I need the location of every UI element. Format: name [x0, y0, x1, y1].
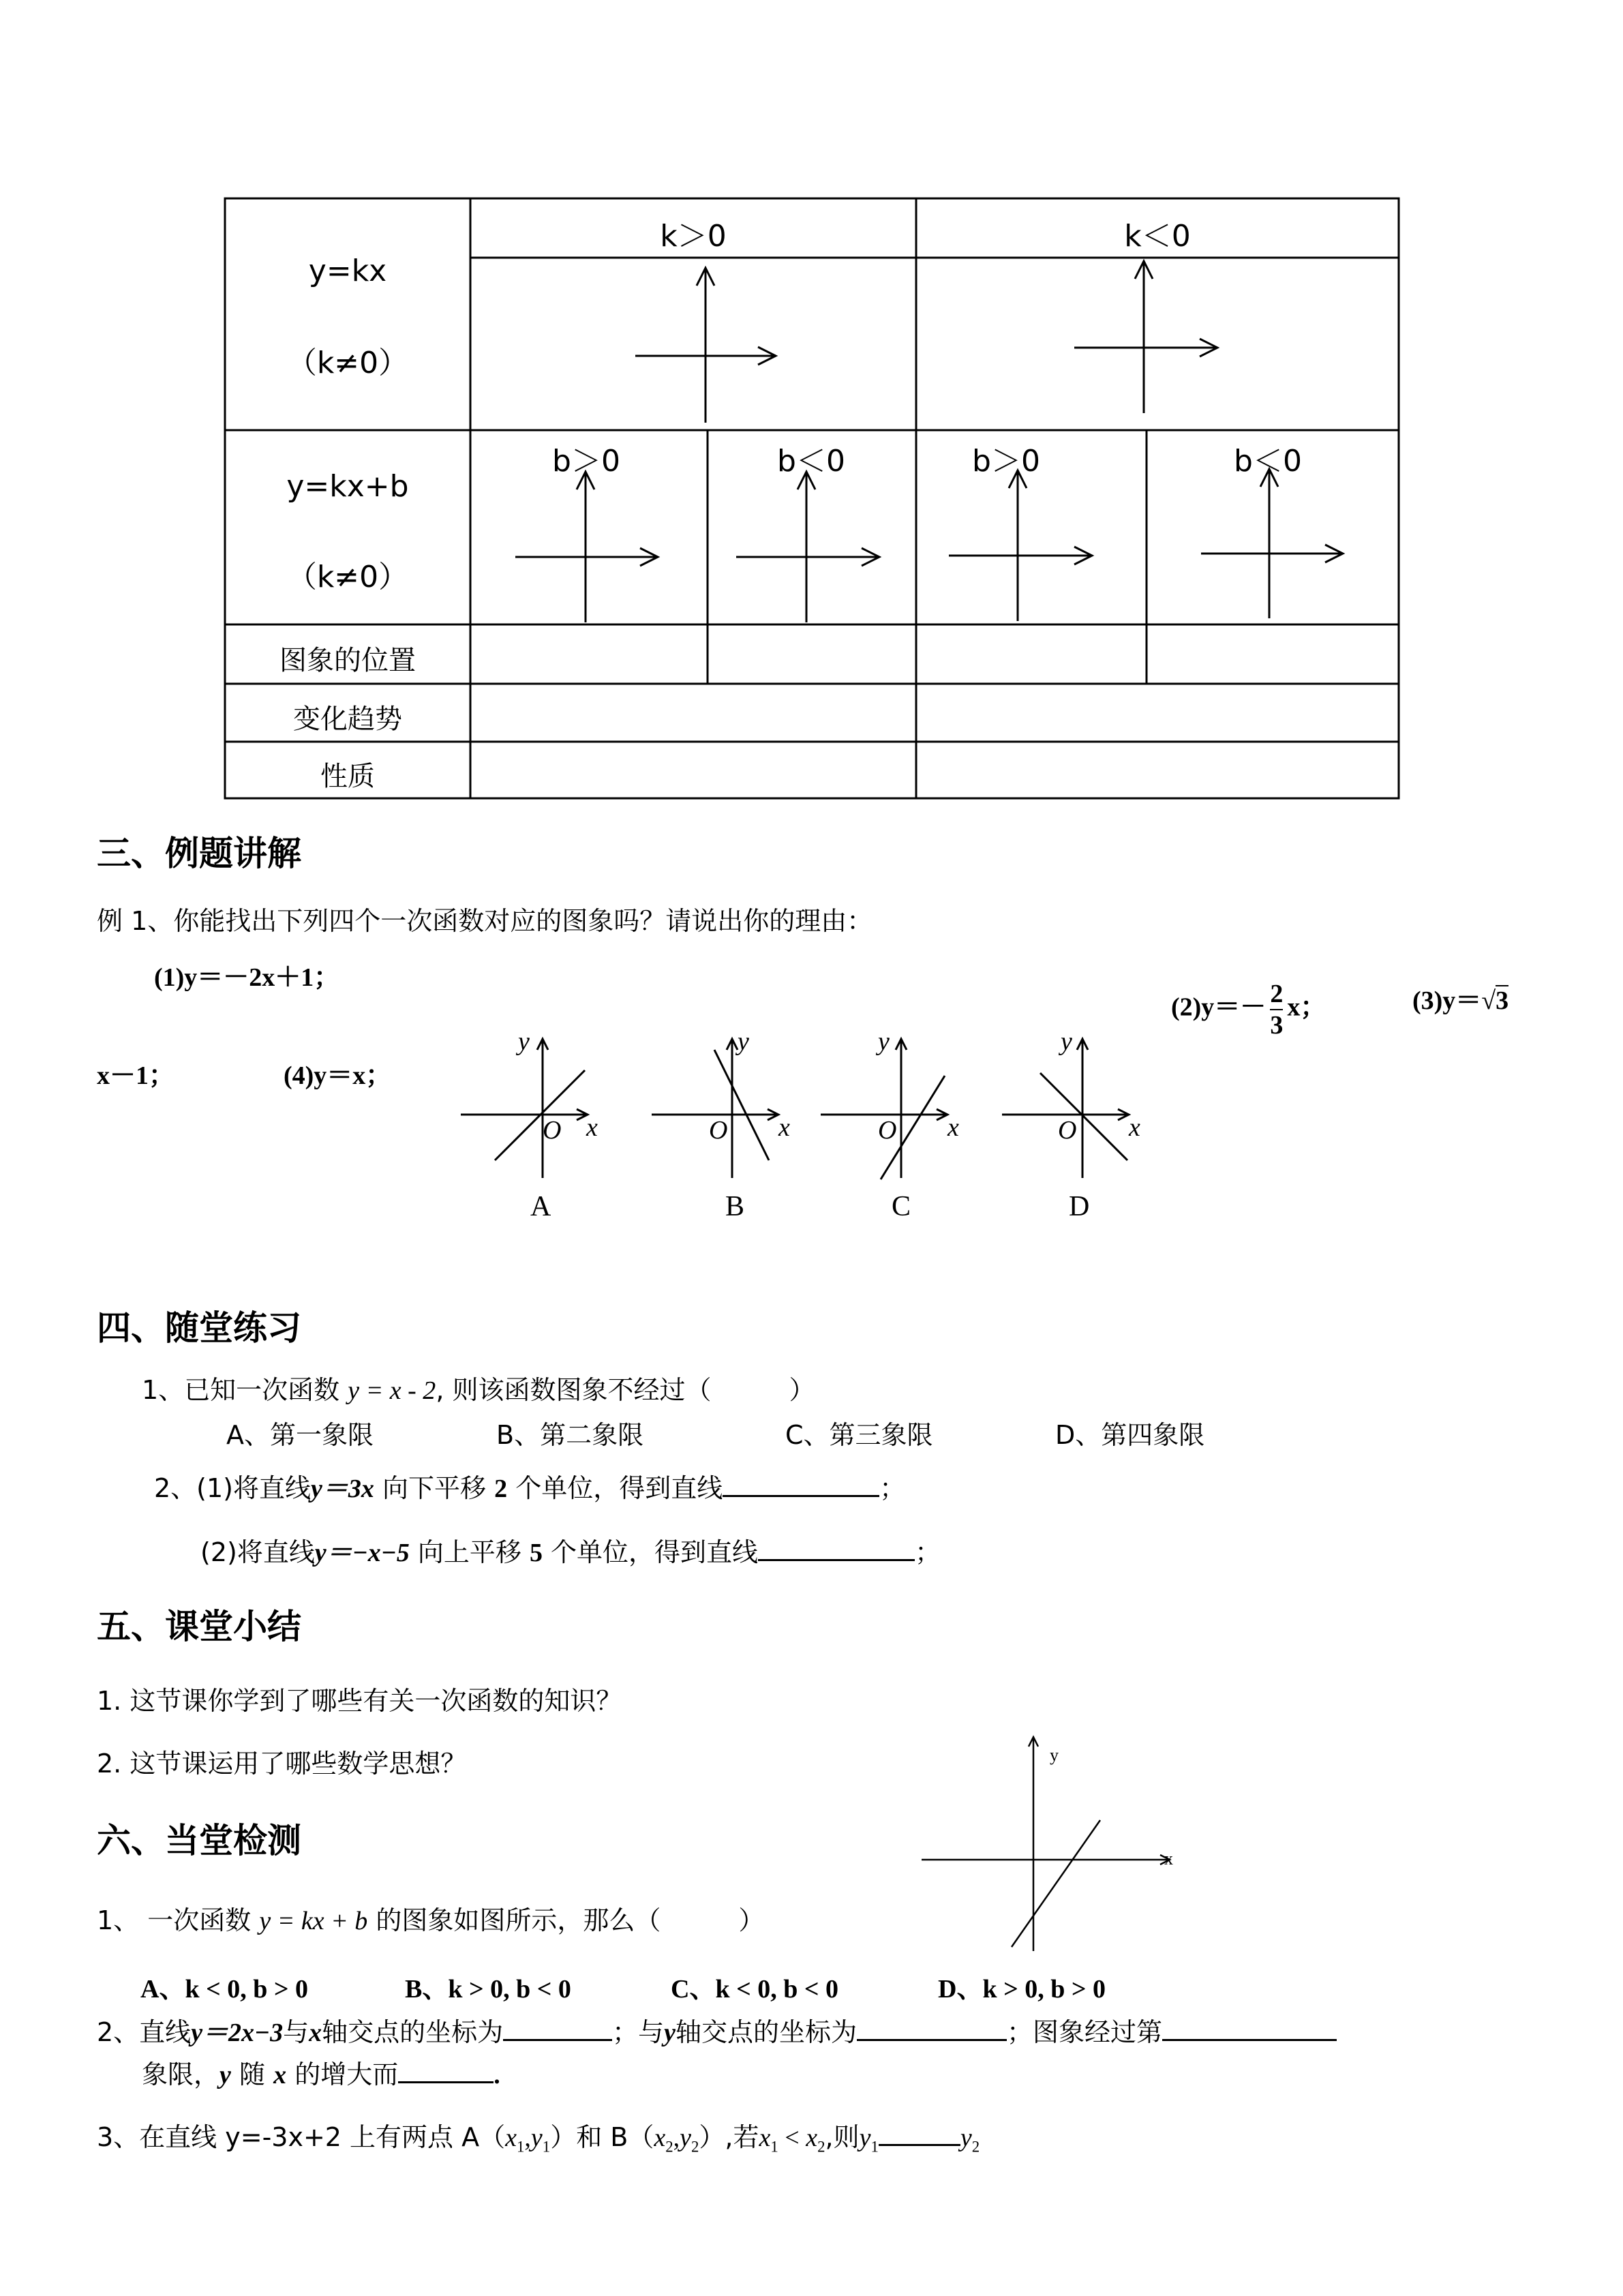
- row-trend-label: 变化趋势: [293, 704, 402, 735]
- formula-4: (4)y＝x；: [284, 1061, 392, 1090]
- row-property-label: 性质: [320, 761, 375, 792]
- row2-condition: （k≠0）: [286, 560, 409, 594]
- graph-a-origin: O: [543, 1116, 562, 1145]
- graph-label-a: A: [530, 1191, 551, 1222]
- test-q1-option-d: D、k > 0, b > 0: [938, 1975, 1106, 2004]
- answer-blank[interactable]: [398, 2055, 494, 2083]
- answer-blank[interactable]: [758, 1533, 915, 1561]
- answer-blank[interactable]: [857, 2013, 1007, 2041]
- answer-blank[interactable]: [723, 1469, 879, 1497]
- col-k-negative: k＜0: [1124, 219, 1191, 254]
- example1-text: 例 1、你能找出下列四个一次函数对应的图象吗？请说出你的理由：: [97, 906, 873, 936]
- practice-q2-2: (2)将直线y＝−x−5 向上平移 5 个单位，得到直线 ；: [200, 1531, 941, 1569]
- practice-q1-option-a: A、第一象限: [226, 1420, 374, 1450]
- b-positive-2: b＞0: [972, 444, 1040, 479]
- test-graph: [922, 1737, 1170, 1951]
- b-positive-1: b＞0: [552, 444, 620, 479]
- b-negative-1: b＜0: [777, 444, 845, 479]
- practice-q1-option-c: C、第三象限: [785, 1420, 933, 1450]
- b-negative-2: b＜0: [1234, 444, 1302, 479]
- practice-q1-option-b: B、第二象限: [496, 1420, 644, 1450]
- graph-d-x-label: x: [1129, 1113, 1140, 1142]
- graph-a-x-label: x: [586, 1113, 598, 1142]
- graph-d-y-label: y: [1061, 1027, 1072, 1056]
- graph-label-b: B: [725, 1191, 745, 1222]
- graph-label-d: D: [1069, 1191, 1090, 1222]
- test-q3: 3、在直线 y=-3x+2 上有两点 $A(x_1,y_1)$和 $B(x_2,y_2)$,若$x_1 < x_2$,则$y_1$ $y_2$: [97, 2116, 980, 2156]
- graph-b-origin: O: [709, 1116, 728, 1145]
- graph-label-c: C: [892, 1191, 911, 1222]
- practice-q1: 1、已知一次函数 y = x - 2, 则该函数图象不经过（ ）: [142, 1375, 815, 1405]
- test-graph-y-label: y: [1050, 1745, 1059, 1765]
- test-q2-line2: 象限，y 随 x 的增大而 .: [142, 2053, 500, 2091]
- section4-heading: 四、随堂练习: [97, 1308, 301, 1348]
- formula-2: (2)y＝－ $\frac{2}{3}$ x；: [1171, 980, 1326, 1040]
- section6-heading: 六、当堂检测: [97, 1821, 301, 1860]
- graph-b-x-label: x: [778, 1113, 790, 1142]
- answer-blank[interactable]: [503, 2013, 612, 2041]
- row2-label: y=kx+b: [286, 469, 409, 504]
- col-k-positive: k＞0: [660, 219, 727, 254]
- test-q1-option-c: C、k < 0, b < 0: [671, 1975, 839, 2004]
- row1-label: y=kx: [308, 254, 387, 288]
- formula-1: (1)y＝－2x＋1；: [154, 963, 340, 992]
- graph-d-origin: O: [1058, 1116, 1077, 1145]
- summary-item-1: 1. 这节课你学到了哪些有关一次函数的知识？: [97, 1686, 622, 1716]
- section5-heading: 五、课堂小结: [97, 1607, 301, 1646]
- test-q2-line1: 2、直线y＝2x−3与x轴交点的坐标为 ；与y轴交点的坐标为 ；图象经过第: [97, 2011, 1337, 2049]
- test-q1-option-b: B、k > 0, b < 0: [405, 1975, 571, 2004]
- practice-q1-option-d: D、第四象限: [1055, 1420, 1205, 1450]
- test-q1-option-a: A、k < 0, b > 0: [140, 1975, 309, 2004]
- test-graph-x-label: x: [1164, 1849, 1173, 1869]
- section3-heading: 三、例题讲解: [97, 834, 301, 873]
- answer-blank[interactable]: [879, 2118, 960, 2146]
- formula-3: (3)y＝√3: [1412, 986, 1509, 1015]
- formula-3-continued: x－1；: [97, 1061, 175, 1090]
- practice-q2-1: 2、(1)将直线y＝3x 向下平移 2 个单位，得到直线 ；: [154, 1467, 905, 1505]
- summary-item-2: 2. 这节课运用了哪些数学思想？: [97, 1749, 467, 1779]
- row1-condition: （k≠0）: [286, 346, 409, 380]
- test-q1: 1、 一次函数 y = kx + b 的图象如图所示，那么（ ）: [97, 1905, 765, 1935]
- graph-c-y-label: y: [878, 1027, 890, 1056]
- graph-c-origin: O: [878, 1116, 897, 1145]
- graph-a-y-label: y: [518, 1027, 530, 1056]
- graph-b-y-label: y: [738, 1027, 749, 1056]
- row-position-label: 图象的位置: [279, 645, 416, 676]
- graph-c-x-label: x: [947, 1113, 959, 1142]
- answer-blank[interactable]: [1162, 2013, 1337, 2041]
- example-graphs: [461, 1039, 1129, 1179]
